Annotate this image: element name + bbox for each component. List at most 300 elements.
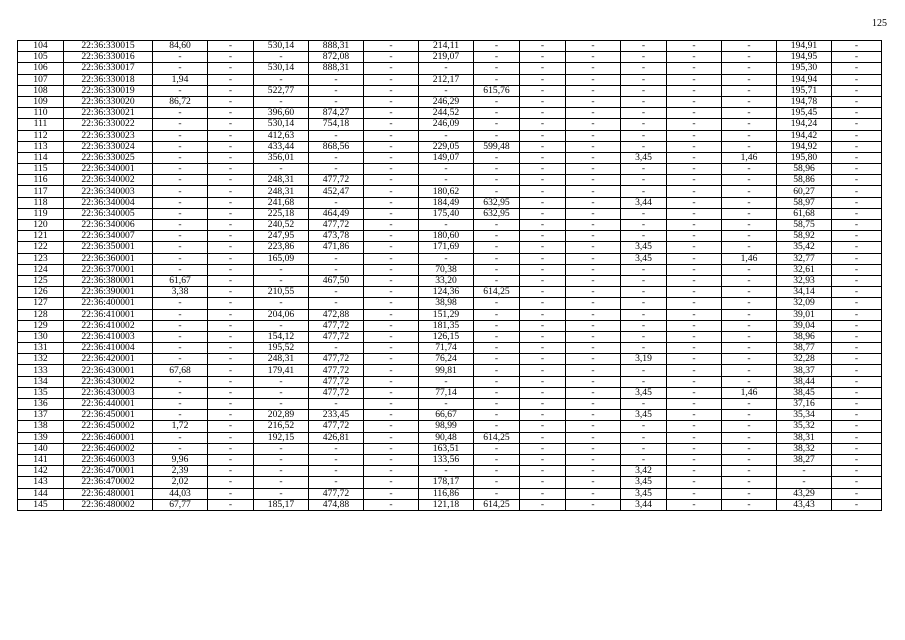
- table-cell: 35,42: [777, 242, 832, 253]
- table-cell: -: [722, 309, 777, 320]
- table-cell: -: [208, 477, 254, 488]
- table-row: [18, 175, 882, 186]
- table-cell: 32,93: [777, 275, 832, 286]
- table-cell: -: [309, 298, 364, 309]
- table-cell: 22:36:460003: [64, 454, 153, 465]
- table-cell: -: [208, 466, 254, 477]
- table-cell: 22:36:460002: [64, 443, 153, 454]
- table-cell: 1,46: [722, 387, 777, 398]
- table-row: [18, 287, 882, 298]
- table-cell: -: [364, 220, 419, 231]
- table-cell: 194,92: [777, 141, 832, 152]
- table-cell: 216,52: [254, 421, 309, 432]
- table-cell: -: [722, 130, 777, 141]
- table-cell: -: [520, 320, 566, 331]
- table-cell: 888,31: [309, 63, 364, 74]
- table-cell: 105: [18, 52, 64, 63]
- table-cell: 477,72: [309, 320, 364, 331]
- table-cell: -: [566, 74, 621, 85]
- table-cell: -: [566, 175, 621, 186]
- table-cell: -: [722, 186, 777, 197]
- table-cell: 134: [18, 376, 64, 387]
- table-cell: 473,78: [309, 231, 364, 242]
- table-cell: -: [364, 197, 419, 208]
- table-cell: -: [520, 85, 566, 96]
- table-cell: -: [722, 443, 777, 454]
- table-cell: -: [254, 376, 309, 387]
- table-cell: -: [520, 331, 566, 342]
- table-cell: 154,12: [254, 331, 309, 342]
- table-cell: -: [208, 52, 254, 63]
- table-cell: -: [722, 331, 777, 342]
- table-cell: 141: [18, 454, 64, 465]
- table-cell: -: [832, 96, 882, 107]
- table-cell: 38,32: [777, 443, 832, 454]
- table-cell: 477,72: [309, 488, 364, 499]
- table-cell: -: [621, 343, 667, 354]
- table-cell: 114: [18, 152, 64, 163]
- table-cell: -: [153, 387, 208, 398]
- table-cell: -: [520, 186, 566, 197]
- table-cell: -: [474, 454, 520, 465]
- table-cell: 615,76: [474, 85, 520, 96]
- table-cell: -: [309, 287, 364, 298]
- table-cell: -: [832, 298, 882, 309]
- table-row: [18, 231, 882, 242]
- table-cell: -: [254, 387, 309, 398]
- table-cell: -: [667, 320, 722, 331]
- table-cell: 140: [18, 443, 64, 454]
- table-cell: -: [667, 410, 722, 421]
- table-cell: -: [621, 63, 667, 74]
- table-cell: -: [832, 141, 882, 152]
- table-cell: -: [566, 242, 621, 253]
- table-cell: -: [254, 298, 309, 309]
- table-cell: 178,17: [419, 477, 474, 488]
- table-cell: 43,29: [777, 488, 832, 499]
- table-cell: -: [566, 275, 621, 286]
- table-cell: -: [832, 208, 882, 219]
- table-cell: -: [832, 231, 882, 242]
- table-cell: 22:36:410001: [64, 309, 153, 320]
- table-cell: -: [364, 208, 419, 219]
- table-cell: -: [520, 208, 566, 219]
- table-cell: -: [520, 287, 566, 298]
- table-cell: -: [520, 454, 566, 465]
- table-cell: -: [722, 264, 777, 275]
- table-cell: -: [520, 141, 566, 152]
- table-cell: -: [153, 354, 208, 365]
- table-cell: -: [364, 287, 419, 298]
- table-cell: -: [777, 477, 832, 488]
- table-row: [18, 499, 882, 510]
- table-cell: -: [667, 488, 722, 499]
- table-cell: -: [667, 354, 722, 365]
- table-cell: 412,63: [254, 130, 309, 141]
- table-cell: -: [520, 499, 566, 510]
- table-cell: 632,95: [474, 208, 520, 219]
- table-cell: -: [722, 376, 777, 387]
- table-cell: 126: [18, 287, 64, 298]
- table-cell: -: [474, 376, 520, 387]
- table-cell: -: [566, 410, 621, 421]
- table-cell: -: [309, 96, 364, 107]
- table-cell: 115: [18, 164, 64, 175]
- table-cell: 116: [18, 175, 64, 186]
- table-cell: -: [153, 410, 208, 421]
- table-row: [18, 74, 882, 85]
- table-cell: -: [667, 499, 722, 510]
- table-cell: 522,77: [254, 85, 309, 96]
- table-cell: -: [309, 197, 364, 208]
- table-cell: 185,17: [254, 499, 309, 510]
- table-cell: 3,45: [621, 253, 667, 264]
- table-row: [18, 253, 882, 264]
- table-cell: 108: [18, 85, 64, 96]
- table-cell: -: [621, 421, 667, 432]
- table-cell: -: [208, 399, 254, 410]
- table-cell: -: [208, 130, 254, 141]
- table-cell: 426,81: [309, 432, 364, 443]
- table-cell: 22:36:360001: [64, 253, 153, 264]
- table-cell: -: [520, 197, 566, 208]
- table-cell: 142: [18, 466, 64, 477]
- table-cell: -: [566, 41, 621, 52]
- table-cell: -: [364, 454, 419, 465]
- table-cell: -: [254, 96, 309, 107]
- table-cell: 225,18: [254, 208, 309, 219]
- table-cell: -: [474, 63, 520, 74]
- table-cell: -: [722, 242, 777, 253]
- table-cell: -: [153, 220, 208, 231]
- table-cell: 477,72: [309, 354, 364, 365]
- table-cell: -: [566, 130, 621, 141]
- table-cell: -: [208, 421, 254, 432]
- table-cell: 124: [18, 264, 64, 275]
- table-cell: -: [520, 253, 566, 264]
- table-cell: -: [621, 298, 667, 309]
- table-cell: -: [832, 410, 882, 421]
- table-cell: -: [208, 309, 254, 320]
- table-cell: -: [832, 443, 882, 454]
- table-cell: 171,69: [419, 242, 474, 253]
- table-cell: 118: [18, 197, 64, 208]
- table-cell: 530,14: [254, 41, 309, 52]
- table-cell: -: [566, 443, 621, 454]
- table-cell: -: [208, 298, 254, 309]
- table-cell: -: [722, 477, 777, 488]
- table-cell: -: [419, 399, 474, 410]
- table-cell: -: [667, 220, 722, 231]
- table-cell: -: [667, 152, 722, 163]
- table-cell: 22:36:460001: [64, 432, 153, 443]
- table-cell: 874,27: [309, 108, 364, 119]
- table-cell: 39,04: [777, 320, 832, 331]
- table-cell: -: [153, 320, 208, 331]
- table-cell: 22:36:380001: [64, 275, 153, 286]
- table-cell: 22:36:350001: [64, 242, 153, 253]
- table-cell: -: [621, 208, 667, 219]
- table-cell: 356,01: [254, 152, 309, 163]
- table-cell: -: [254, 275, 309, 286]
- table-cell: -: [832, 175, 882, 186]
- table-cell: -: [722, 141, 777, 152]
- table-cell: -: [254, 399, 309, 410]
- table-cell: 22:36:340005: [64, 208, 153, 219]
- table-cell: -: [520, 399, 566, 410]
- table-cell: -: [722, 410, 777, 421]
- table-cell: 233,45: [309, 410, 364, 421]
- table-cell: -: [832, 242, 882, 253]
- table-cell: -: [153, 309, 208, 320]
- table-cell: -: [254, 466, 309, 477]
- table-cell: 38,98: [419, 298, 474, 309]
- table-cell: -: [722, 466, 777, 477]
- table-row: [18, 309, 882, 320]
- table-cell: -: [474, 387, 520, 398]
- table-cell: -: [254, 164, 309, 175]
- table-cell: -: [722, 85, 777, 96]
- table-cell: -: [566, 96, 621, 107]
- table-cell: -: [364, 499, 419, 510]
- table-cell: 130: [18, 331, 64, 342]
- table-cell: -: [722, 220, 777, 231]
- table-cell: -: [722, 108, 777, 119]
- table-cell: -: [419, 130, 474, 141]
- table-cell: 22:36:340001: [64, 164, 153, 175]
- table-cell: 248,31: [254, 186, 309, 197]
- table-cell: -: [364, 343, 419, 354]
- table-cell: -: [254, 477, 309, 488]
- table-cell: -: [722, 354, 777, 365]
- table-cell: -: [832, 488, 882, 499]
- table-cell: -: [722, 287, 777, 298]
- table-row: [18, 52, 882, 63]
- table-cell: 110: [18, 108, 64, 119]
- table-cell: -: [419, 175, 474, 186]
- table-cell: -: [364, 410, 419, 421]
- table-cell: -: [667, 208, 722, 219]
- table-cell: -: [832, 253, 882, 264]
- table-cell: -: [520, 152, 566, 163]
- table-cell: 90,48: [419, 432, 474, 443]
- table-cell: -: [832, 466, 882, 477]
- table-cell: 32,61: [777, 264, 832, 275]
- table-cell: -: [667, 63, 722, 74]
- table-cell: -: [566, 466, 621, 477]
- table-cell: 22:36:330023: [64, 130, 153, 141]
- table-cell: -: [254, 454, 309, 465]
- table-cell: -: [667, 466, 722, 477]
- table-cell: 111: [18, 119, 64, 130]
- table-cell: 99,81: [419, 365, 474, 376]
- table-cell: 180,62: [419, 186, 474, 197]
- table-cell: 38,96: [777, 331, 832, 342]
- table-cell: 38,45: [777, 387, 832, 398]
- table-cell: -: [153, 164, 208, 175]
- table-cell: -: [419, 376, 474, 387]
- table-cell: 195,45: [777, 108, 832, 119]
- table-cell: -: [474, 253, 520, 264]
- table-row: [18, 298, 882, 309]
- table-row: [18, 63, 882, 74]
- table-row: [18, 119, 882, 130]
- table-cell: -: [566, 488, 621, 499]
- table-cell: -: [667, 119, 722, 130]
- table-cell: 614,25: [474, 499, 520, 510]
- table-cell: -: [722, 432, 777, 443]
- table-cell: -: [474, 231, 520, 242]
- table-cell: -: [474, 264, 520, 275]
- table-cell: -: [832, 186, 882, 197]
- table-cell: -: [520, 410, 566, 421]
- table-cell: 112: [18, 130, 64, 141]
- table-cell: 194,78: [777, 96, 832, 107]
- table-cell: -: [667, 74, 722, 85]
- table-cell: 202,89: [254, 410, 309, 421]
- table-cell: -: [621, 141, 667, 152]
- table-cell: -: [520, 96, 566, 107]
- table-cell: 137: [18, 410, 64, 421]
- table-cell: 67,77: [153, 499, 208, 510]
- table-cell: 145: [18, 499, 64, 510]
- table-cell: -: [777, 466, 832, 477]
- table-cell: 195,52: [254, 343, 309, 354]
- table-cell: -: [208, 287, 254, 298]
- table-cell: -: [621, 365, 667, 376]
- table-cell: -: [309, 264, 364, 275]
- table-cell: -: [474, 399, 520, 410]
- table-cell: -: [832, 152, 882, 163]
- table-cell: -: [832, 376, 882, 387]
- table-cell: 22:36:440001: [64, 399, 153, 410]
- table-cell: 247,95: [254, 231, 309, 242]
- table-cell: -: [474, 410, 520, 421]
- table-cell: 1,72: [153, 421, 208, 432]
- table-cell: 888,31: [309, 41, 364, 52]
- table-cell: -: [722, 63, 777, 74]
- table-cell: 58,96: [777, 164, 832, 175]
- table-cell: -: [667, 443, 722, 454]
- table-cell: 194,95: [777, 52, 832, 63]
- table-cell: -: [520, 52, 566, 63]
- table-cell: -: [208, 220, 254, 231]
- table-cell: -: [254, 74, 309, 85]
- table-cell: -: [364, 231, 419, 242]
- table-cell: 22:36:480001: [64, 488, 153, 499]
- table-cell: 181,35: [419, 320, 474, 331]
- table-cell: 210,55: [254, 287, 309, 298]
- table-cell: -: [832, 454, 882, 465]
- table-cell: -: [153, 443, 208, 454]
- table-cell: 58,92: [777, 231, 832, 242]
- table-cell: -: [254, 52, 309, 63]
- table-cell: 212,17: [419, 74, 474, 85]
- table-cell: -: [667, 41, 722, 52]
- table-cell: -: [520, 443, 566, 454]
- table-cell: 194,91: [777, 41, 832, 52]
- table-cell: -: [832, 85, 882, 96]
- table-cell: -: [474, 242, 520, 253]
- table-cell: -: [474, 320, 520, 331]
- table-row: [18, 454, 882, 465]
- table-cell: 163,51: [419, 443, 474, 454]
- table-cell: 22:36:330021: [64, 108, 153, 119]
- table-cell: -: [419, 253, 474, 264]
- table-cell: -: [364, 52, 419, 63]
- table-cell: -: [153, 399, 208, 410]
- table-cell: -: [153, 264, 208, 275]
- table-cell: -: [832, 108, 882, 119]
- table-cell: -: [667, 298, 722, 309]
- table-cell: -: [722, 399, 777, 410]
- table-cell: 38,27: [777, 454, 832, 465]
- table-cell: -: [621, 432, 667, 443]
- table-cell: -: [364, 320, 419, 331]
- table-cell: -: [208, 320, 254, 331]
- table-cell: 106: [18, 63, 64, 74]
- table-cell: -: [309, 74, 364, 85]
- table-cell: 61,68: [777, 208, 832, 219]
- table-cell: 477,72: [309, 421, 364, 432]
- table-row: [18, 186, 882, 197]
- table-cell: 22:36:470001: [64, 466, 153, 477]
- table-cell: 77,14: [419, 387, 474, 398]
- table-cell: 3,44: [621, 197, 667, 208]
- table-cell: -: [621, 220, 667, 231]
- table-cell: -: [832, 41, 882, 52]
- table-row: [18, 197, 882, 208]
- table-cell: 32,09: [777, 298, 832, 309]
- table-cell: 477,72: [309, 376, 364, 387]
- table-cell: 204,06: [254, 309, 309, 320]
- table-cell: -: [722, 343, 777, 354]
- table-cell: -: [309, 253, 364, 264]
- table-cell: -: [621, 74, 667, 85]
- table-row: [18, 130, 882, 141]
- table-cell: -: [667, 331, 722, 342]
- table-cell: -: [474, 331, 520, 342]
- table-cell: 22:36:330019: [64, 85, 153, 96]
- table-cell: -: [153, 175, 208, 186]
- table-cell: 86,72: [153, 96, 208, 107]
- table-cell: 149,07: [419, 152, 474, 163]
- table-cell: -: [309, 466, 364, 477]
- table-cell: 9,96: [153, 454, 208, 465]
- table-cell: -: [520, 264, 566, 275]
- table-cell: -: [621, 454, 667, 465]
- table-cell: 44,03: [153, 488, 208, 499]
- table-cell: -: [208, 197, 254, 208]
- table-cell: 136: [18, 399, 64, 410]
- table-cell: -: [208, 141, 254, 152]
- table-cell: -: [520, 466, 566, 477]
- table-cell: -: [722, 298, 777, 309]
- table-cell: -: [208, 365, 254, 376]
- table-cell: -: [153, 119, 208, 130]
- table-cell: -: [474, 152, 520, 163]
- table-cell: 614,25: [474, 287, 520, 298]
- table-cell: -: [364, 242, 419, 253]
- table-cell: 3,38: [153, 287, 208, 298]
- table-cell: -: [832, 275, 882, 286]
- table-cell: -: [667, 253, 722, 264]
- table-cell: -: [208, 74, 254, 85]
- table-cell: -: [621, 376, 667, 387]
- table-cell: -: [832, 164, 882, 175]
- table-cell: -: [621, 309, 667, 320]
- table-cell: -: [364, 488, 419, 499]
